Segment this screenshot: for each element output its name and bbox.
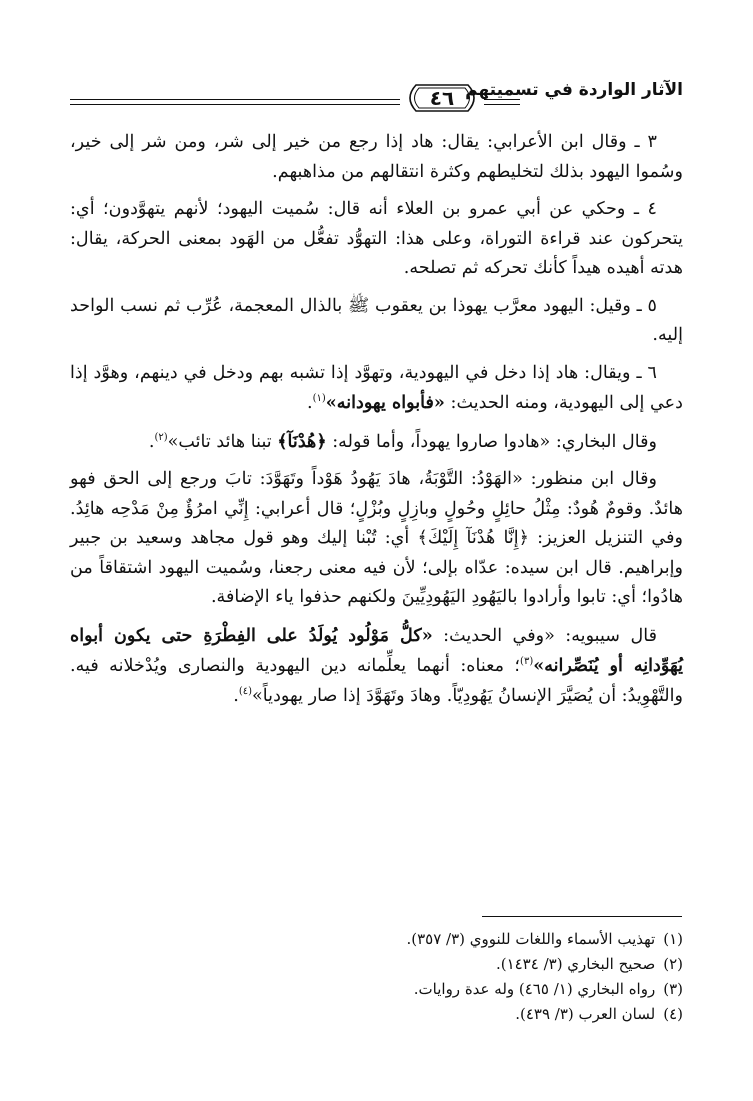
header-rule-top — [70, 99, 400, 100]
paragraph-6-text: ٦ ـ ويقال: هاد إذا دخل في اليهودية، وتهوَّد إذا تشبه بهم ودخل في دينهم، وهوَّد إذا دعي إلى اليهودية، ومنه الحديث: — [70, 362, 683, 413]
footnote-text: تهذيب الأسماء واللغات للنووي (٣/ ٣٥٧). — [406, 930, 656, 948]
footnote-mark: (٣) — [663, 980, 683, 998]
header-rule-bottom — [70, 104, 400, 105]
paragraph-sibawayh — [70, 621, 683, 712]
footnote-text: صحيح البخاري (٣/ ١٤٣٤). — [495, 955, 656, 973]
footnote-ref-2[interactable]: (٢) — [154, 431, 168, 443]
paragraph-5: ٥ ـ وقيل: اليهود معرَّب يهوذا بن يعقوب ﷺ بالذال المعجمة، عُرِّب ثم نسب الواحد إليه. — [70, 295, 683, 345]
bukhari-text-end: تبنا هائد تائب» — [167, 431, 278, 452]
paragraph-6-end: . — [307, 393, 313, 413]
footnote-item — [200, 1002, 683, 1027]
bukhari-text: وقال البخاري: «هادوا صاروا يهوداً، وأما قوله: — [326, 431, 657, 452]
footnote-text: رواه البخاري (١/ ٤٦٥) وله عدة روايات. — [413, 980, 656, 998]
sibawayh-period: . — [233, 685, 239, 706]
main-text — [70, 128, 683, 719]
paragraph-4: ٤ ـ وحكي عن أبي عمرو بن العلاء أنه قال: سُميت اليهود؛ لأنهم يتهوَّدون؛ أي: يتحركون عند قراءة التوراة، وعلى هذا: التهوُّد تفعُّل من الهَود بمعنى الحركة، يقال: هدته أهيده هيداً كأنك تحركه ثم تصلحه. — [70, 199, 683, 278]
paragraph-3: ٣ ـ وقال ابن الأعرابي: يقال: هاد إذا رجع من خير إلى شر، ومن شر إلى خير، وسُموا اليهود بذلك لتخليطهم وكثرة انتقالهم من مذاهبهم. — [70, 132, 683, 182]
page-header — [70, 74, 683, 114]
footnote-item — [200, 977, 683, 1002]
hadith-quote: «فأبواه يهودانه» — [325, 392, 445, 413]
footnote-separator — [482, 916, 682, 917]
paragraph-bukhari — [70, 427, 683, 458]
page-number: ٤٦ — [429, 86, 455, 110]
sibawayh-text-2: ؛ معناه: أنهما يعلِّمانه دين اليهودية والنصارى ويُدْخلانه فيه. والتَّهْوِيدُ: أن يُصَيَّرَ الإنسانُ يَهُودِيّاً. وهادَ وتَهَوَّدَ إذا صار يهودياً» — [70, 656, 683, 706]
hadith-quote-2: «كلُّ مَوْلُود يُولَدُ على الفِطْرَةِ حتى يكون أبواه يُهَوِّدانِه أو يُنَصِّرانه» — [70, 624, 683, 676]
footnote-mark: (١) — [663, 930, 683, 948]
header-rule-short-bottom — [484, 104, 520, 105]
footnote-mark: (٤) — [663, 1005, 683, 1023]
paragraph-6 — [70, 359, 683, 419]
bukhari-period: . — [148, 431, 155, 452]
footnote-item — [200, 927, 683, 952]
footnote-ref-1[interactable]: (١) — [312, 393, 326, 405]
footnote-mark: (٢) — [663, 955, 683, 973]
footnote-ref-4[interactable]: (٤) — [238, 685, 253, 697]
footnote-text: لسان العرب (٣/ ٤٣٩). — [515, 1005, 656, 1023]
footnotes — [200, 927, 683, 1027]
paragraph-ibn-manzur: وقال ابن منظور: «الهَوْدُ: التَّوْبَةُ، هادَ يَهُودُ هَوْداً وتَهَوَّدَ: تابَ ورجع إلى الحق فهو هائدٌ. وقومٌ هُودٌ: مِثْلُ حائِلٍ وحُولٍ وبازِلٍ وبُزْلٍ؛ قال أعرابي: إِنِّي امرُؤٌ مِنْ مَدْحِه هائِدُ. وفي التنزيل العزيز: ﴿إِنَّا هُدْنَآ إِلَيْكَ﴾ أي: تُبْنا إليك وهو قول مجاهد وسعيد بن جبير وإبراهيم. قال ابن سيده: عدّاه بإلى؛ لأن فيه معنى رجعنا، وسُميت اليهود اشتقاقاً من هادُوا؛ أي: تابوا وأرادوا باليَهُودِ اليَهُودِيِّينَ ولكنهم حذفوا ياء الإضافة. — [70, 469, 683, 607]
sibawayh-text: قال سيبويه: «وفي الحديث: — [432, 625, 657, 646]
running-title: الآثار الواردة في تسميتهم — [465, 80, 683, 100]
footnote-ref-3[interactable]: (٣) — [520, 656, 534, 668]
quran-quote: ﴿هُدْنَآ﴾ — [277, 430, 327, 452]
footnote-item — [200, 952, 683, 977]
